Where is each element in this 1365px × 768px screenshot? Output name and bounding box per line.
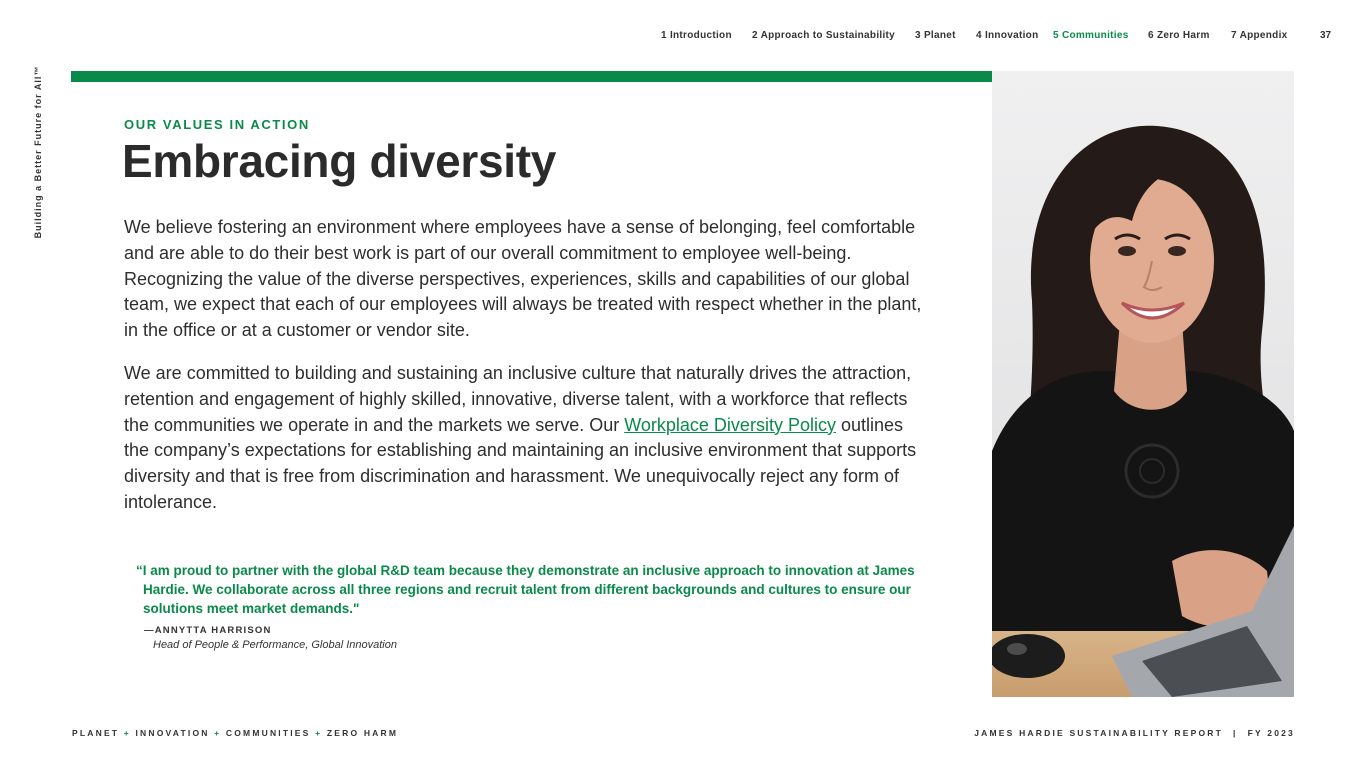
pull-quote [136,561,936,618]
footer-plus-2: + [214,728,222,738]
section-eyebrow: OUR VALUES IN ACTION [124,117,310,132]
nav-item-introduction[interactable]: 1 Introduction [661,30,732,41]
nav-item-approach-to-sustainability[interactable]: 2 Approach to Sustainability [752,30,896,41]
body-paragraph-1: We believe fostering an environment where employees have a sense of belonging, feel comfortable and are able to do their best work is part of our overall commitment to employee well-being. Recognizing the value of the diverse perspectives, experiences, skills and capabilities of our global team, we expect that each of our employees will always be treated with respect whether in the plant, in the office or at a customer or vendor site. [124,217,922,341]
quote-text: “I am proud to partner with the global R&D team because they demonstrate an inclusive approach to innovation at James Hardie. We collaborate across all three regions and recruit talent from different backgrounds and cultures to ensure our solutions meet market demands." [136,563,915,616]
nav-item-communities[interactable]: 5 Communities [1053,30,1129,41]
footer-year: FY 2023 [1247,728,1295,738]
body-paragraph-2 [124,361,924,516]
page-number: 37 [1320,30,1332,41]
portrait-photo-illustration [992,71,1294,697]
nav-item-appendix[interactable]: 7 Appendix [1231,30,1288,41]
footer-report-title [974,728,1295,738]
green-frame-top-bar [71,71,1004,82]
footer-pillar-planet: PLANET [72,728,120,738]
footer-plus-3: + [315,728,323,738]
footer-pillar-zero-harm: ZERO HARM [326,728,399,738]
paragraph-2-text-before-link: We are committed to building and sustaining an inclusive culture that naturally drives the attraction, retention and engagement of highly skilled, innovative, diverse talent, with a workforce that reflects the communities we operate in and the markets we serve. Our [124,363,912,435]
quote-attribution-name: —ANNYTTA HARRISON [144,625,272,636]
page-title: Embracing diversity [122,135,557,187]
nav-item-planet[interactable]: 3 Planet [915,30,956,41]
footer-pillar-innovation: INNOVATION [135,728,210,738]
nav-item-innovation[interactable]: 4 Innovation [976,30,1039,41]
footer-pillars [72,728,398,738]
vertical-tagline: Building a Better Future for All™ [33,65,43,239]
top-navigation [0,30,1365,44]
footer-pillar-communities: COMMUNITIES [225,728,311,738]
portrait-photo [992,71,1294,697]
footer-plus-1: + [123,728,131,738]
nav-item-zero-harm[interactable]: 6 Zero Harm [1148,30,1210,41]
workplace-diversity-policy-link[interactable]: Workplace Diversity Policy [624,414,836,435]
footer-separator: | [1233,728,1238,738]
quote-attribution-role: Head of People & Performance, Global Innovation [153,639,397,651]
footer-report-name: JAMES HARDIE SUSTAINABILITY REPORT [974,728,1224,738]
paragraph-2-text-after-link: outlines the company’s expectations for establishing and maintaining an inclusive environment that supports diversity and that is free from discrimination and harassment. We unequivocally reject any form of intolerance. [124,414,917,512]
